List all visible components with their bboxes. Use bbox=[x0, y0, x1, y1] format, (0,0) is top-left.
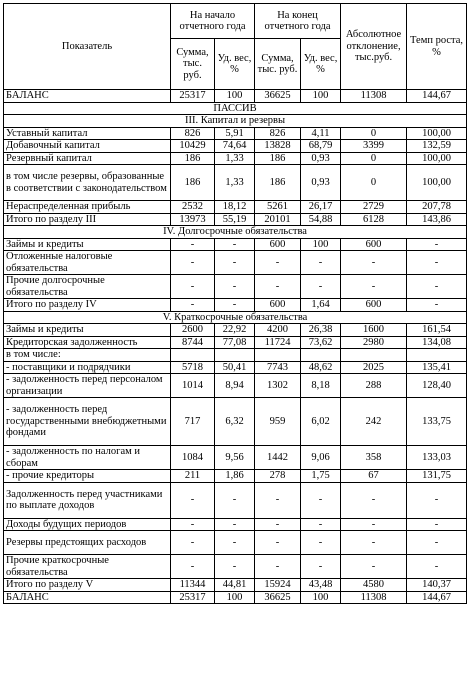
section-row bbox=[4, 226, 467, 239]
section-row bbox=[4, 102, 467, 115]
cell-sum-start: 5718 bbox=[171, 361, 215, 374]
table-row bbox=[4, 127, 467, 140]
cell-share-start: 77,08 bbox=[215, 336, 255, 349]
cell-share-end: 26,17 bbox=[301, 201, 341, 214]
cell-share-end: 0,93 bbox=[301, 152, 341, 165]
table-row bbox=[4, 165, 467, 201]
cell-sum-start: - bbox=[171, 555, 215, 579]
cell-abs-change: - bbox=[341, 482, 407, 518]
cell-share-end: 26,38 bbox=[301, 324, 341, 337]
cell-sum-end: 186 bbox=[255, 165, 301, 201]
section-row bbox=[4, 311, 467, 324]
cell-share-end: 43,48 bbox=[301, 579, 341, 592]
cell-sum-start: 2532 bbox=[171, 201, 215, 214]
cell-share-start: 74,64 bbox=[215, 140, 255, 153]
cell-abs-change: 600 bbox=[341, 238, 407, 251]
table-row bbox=[4, 482, 467, 518]
cell-growth-rate: - bbox=[407, 251, 467, 275]
cell-abs-change: - bbox=[341, 275, 407, 299]
cell-share-end bbox=[301, 349, 341, 362]
cell-sum-start: - bbox=[171, 518, 215, 531]
header-sum-start: Сумма, тыс. руб. bbox=[171, 39, 215, 90]
row-label: - задолженность перед персоналом организации bbox=[4, 374, 171, 398]
cell-sum-end: 186 bbox=[255, 152, 301, 165]
cell-sum-start: 13973 bbox=[171, 213, 215, 226]
cell-share-end: 8,18 bbox=[301, 374, 341, 398]
cell-share-start: 6,32 bbox=[215, 398, 255, 446]
cell-sum-end: 7743 bbox=[255, 361, 301, 374]
cell-growth-rate: 100,00 bbox=[407, 152, 467, 165]
cell-share-start: 9,56 bbox=[215, 446, 255, 470]
cell-share-end: 68,79 bbox=[301, 140, 341, 153]
cell-sum-start: - bbox=[171, 299, 215, 312]
cell-share-end: 4,11 bbox=[301, 127, 341, 140]
cell-sum-end: 1442 bbox=[255, 446, 301, 470]
table-row bbox=[4, 518, 467, 531]
header-indicator: Показатель bbox=[4, 4, 171, 90]
cell-sum-start: 25317 bbox=[171, 591, 215, 604]
cell-abs-change: 6128 bbox=[341, 213, 407, 226]
table-row bbox=[4, 201, 467, 214]
row-label: Кредиторская задолженность bbox=[4, 336, 171, 349]
cell-growth-rate: 133,75 bbox=[407, 398, 467, 446]
table-row bbox=[4, 275, 467, 299]
cell-share-end: 100 bbox=[301, 591, 341, 604]
section-title: III. Капитал и резервы bbox=[4, 115, 467, 128]
cell-share-end: 0,93 bbox=[301, 165, 341, 201]
cell-growth-rate: - bbox=[407, 482, 467, 518]
row-label: в том числе резервы, образованные в соответствии с законодательством bbox=[4, 165, 171, 201]
cell-abs-change: 2729 bbox=[341, 201, 407, 214]
cell-sum-end: 278 bbox=[255, 470, 301, 483]
table-row bbox=[4, 324, 467, 337]
section-row bbox=[4, 115, 467, 128]
cell-sum-end: - bbox=[255, 555, 301, 579]
row-label: Займы и кредиты bbox=[4, 324, 171, 337]
row-label: - задолженность перед государственными внебюджетными фондами bbox=[4, 398, 171, 446]
cell-sum-start: 826 bbox=[171, 127, 215, 140]
cell-share-end: - bbox=[301, 531, 341, 555]
row-label: Итого по разделу IV bbox=[4, 299, 171, 312]
cell-abs-change: 4580 bbox=[341, 579, 407, 592]
cell-growth-rate: 133,03 bbox=[407, 446, 467, 470]
cell-abs-change: - bbox=[341, 531, 407, 555]
table-row bbox=[4, 299, 467, 312]
table-row bbox=[4, 251, 467, 275]
cell-growth-rate: - bbox=[407, 238, 467, 251]
row-label: Прочие краткосрочные обязательства bbox=[4, 555, 171, 579]
cell-abs-change: 2980 bbox=[341, 336, 407, 349]
cell-growth-rate: 144,67 bbox=[407, 591, 467, 604]
cell-sum-start: 717 bbox=[171, 398, 215, 446]
row-label: - прочие кредиторы bbox=[4, 470, 171, 483]
row-label: Итого по разделу V bbox=[4, 579, 171, 592]
table-row bbox=[4, 336, 467, 349]
cell-abs-change: 0 bbox=[341, 152, 407, 165]
cell-sum-start: 1014 bbox=[171, 374, 215, 398]
header-share-start: Уд. вес, % bbox=[215, 39, 255, 90]
cell-abs-change: 242 bbox=[341, 398, 407, 446]
cell-growth-rate: 161,54 bbox=[407, 324, 467, 337]
cell-share-start: - bbox=[215, 518, 255, 531]
cell-share-start: - bbox=[215, 251, 255, 275]
cell-share-end: 9,06 bbox=[301, 446, 341, 470]
table-row bbox=[4, 555, 467, 579]
cell-abs-change: - bbox=[341, 555, 407, 579]
cell-sum-start: 11344 bbox=[171, 579, 215, 592]
row-label: - поставщики и подрядчики bbox=[4, 361, 171, 374]
cell-sum-end: - bbox=[255, 275, 301, 299]
cell-abs-change bbox=[341, 349, 407, 362]
cell-sum-end: 600 bbox=[255, 299, 301, 312]
cell-abs-change: - bbox=[341, 251, 407, 275]
table-row bbox=[4, 361, 467, 374]
cell-sum-end: 15924 bbox=[255, 579, 301, 592]
row-label: Уставный капитал bbox=[4, 127, 171, 140]
section-title: IV. Долгосрочные обязательства bbox=[4, 226, 467, 239]
cell-share-start: 50,41 bbox=[215, 361, 255, 374]
cell-growth-rate: - bbox=[407, 555, 467, 579]
table-row bbox=[4, 349, 467, 362]
row-label: БАЛАНС bbox=[4, 90, 171, 103]
cell-abs-change: 0 bbox=[341, 127, 407, 140]
table-row bbox=[4, 213, 467, 226]
cell-sum-end: 4200 bbox=[255, 324, 301, 337]
cell-growth-rate: - bbox=[407, 518, 467, 531]
cell-abs-change: 600 bbox=[341, 299, 407, 312]
cell-sum-start bbox=[171, 349, 215, 362]
cell-share-end: 100 bbox=[301, 90, 341, 103]
table-row bbox=[4, 152, 467, 165]
cell-sum-end: 959 bbox=[255, 398, 301, 446]
cell-share-start: - bbox=[215, 299, 255, 312]
cell-share-end: - bbox=[301, 275, 341, 299]
cell-share-start: 5,91 bbox=[215, 127, 255, 140]
table-row bbox=[4, 238, 467, 251]
cell-sum-end bbox=[255, 349, 301, 362]
cell-abs-change: 2025 bbox=[341, 361, 407, 374]
section-title: V. Краткосрочные обязательства bbox=[4, 311, 467, 324]
table-row bbox=[4, 531, 467, 555]
row-label: - задолженность по налогам и сборам bbox=[4, 446, 171, 470]
header-sum-end: Сумма, тыс. руб. bbox=[255, 39, 301, 90]
cell-growth-rate: 207,78 bbox=[407, 201, 467, 214]
cell-sum-end: 11724 bbox=[255, 336, 301, 349]
row-label: Нераспределенная прибыль bbox=[4, 201, 171, 214]
cell-sum-start: - bbox=[171, 238, 215, 251]
cell-abs-change: 11308 bbox=[341, 90, 407, 103]
cell-sum-end: 600 bbox=[255, 238, 301, 251]
cell-sum-end: 36625 bbox=[255, 90, 301, 103]
cell-share-end: - bbox=[301, 518, 341, 531]
cell-share-end: 73,62 bbox=[301, 336, 341, 349]
header-share-end: Уд. вес, % bbox=[301, 39, 341, 90]
cell-share-start: 1,86 bbox=[215, 470, 255, 483]
cell-growth-rate: - bbox=[407, 275, 467, 299]
cell-abs-change: 11308 bbox=[341, 591, 407, 604]
table-row bbox=[4, 374, 467, 398]
row-label: Итого по разделу III bbox=[4, 213, 171, 226]
header-period-end: На конец отчетного года bbox=[255, 4, 341, 39]
cell-share-end: 100 bbox=[301, 238, 341, 251]
cell-sum-start: 211 bbox=[171, 470, 215, 483]
row-label: Отложенные налоговые обязательства bbox=[4, 251, 171, 275]
cell-share-end: 48,62 bbox=[301, 361, 341, 374]
cell-growth-rate: 134,08 bbox=[407, 336, 467, 349]
row-label: Прочие долгосрочные обязательства bbox=[4, 275, 171, 299]
row-label: Займы и кредиты bbox=[4, 238, 171, 251]
row-label: Резервный капитал bbox=[4, 152, 171, 165]
table-row bbox=[4, 140, 467, 153]
cell-growth-rate: 144,67 bbox=[407, 90, 467, 103]
header-period-start: На начало отчетного года bbox=[171, 4, 255, 39]
cell-share-end: 6,02 bbox=[301, 398, 341, 446]
cell-share-start: - bbox=[215, 531, 255, 555]
cell-growth-rate: 143,86 bbox=[407, 213, 467, 226]
table-row bbox=[4, 446, 467, 470]
cell-sum-start: - bbox=[171, 531, 215, 555]
cell-abs-change: 0 bbox=[341, 165, 407, 201]
cell-abs-change: 358 bbox=[341, 446, 407, 470]
cell-sum-end: - bbox=[255, 518, 301, 531]
cell-growth-rate: - bbox=[407, 531, 467, 555]
cell-sum-end: - bbox=[255, 251, 301, 275]
cell-abs-change: 1600 bbox=[341, 324, 407, 337]
cell-share-start: - bbox=[215, 482, 255, 518]
cell-share-end: - bbox=[301, 555, 341, 579]
cell-sum-end: 20101 bbox=[255, 213, 301, 226]
row-label: Добавочный капитал bbox=[4, 140, 171, 153]
cell-share-start bbox=[215, 349, 255, 362]
cell-abs-change: 3399 bbox=[341, 140, 407, 153]
table-row bbox=[4, 398, 467, 446]
row-label: Резервы предстоящих расходов bbox=[4, 531, 171, 555]
cell-sum-start: 25317 bbox=[171, 90, 215, 103]
cell-share-start: 44,81 bbox=[215, 579, 255, 592]
cell-share-start: 100 bbox=[215, 90, 255, 103]
header-abs-change: Абсолютное отклонение, тыс.руб. bbox=[341, 4, 407, 90]
cell-abs-change: - bbox=[341, 518, 407, 531]
cell-growth-rate: 132,59 bbox=[407, 140, 467, 153]
cell-share-start: - bbox=[215, 238, 255, 251]
cell-growth-rate: 135,41 bbox=[407, 361, 467, 374]
cell-share-start: 18,12 bbox=[215, 201, 255, 214]
cell-sum-start: 8744 bbox=[171, 336, 215, 349]
cell-abs-change: 67 bbox=[341, 470, 407, 483]
cell-share-start: - bbox=[215, 275, 255, 299]
cell-share-start: 1,33 bbox=[215, 165, 255, 201]
cell-sum-start: 10429 bbox=[171, 140, 215, 153]
cell-share-start: 8,94 bbox=[215, 374, 255, 398]
table-row bbox=[4, 579, 467, 592]
cell-sum-start: - bbox=[171, 275, 215, 299]
cell-share-end: 54,88 bbox=[301, 213, 341, 226]
cell-sum-start: - bbox=[171, 251, 215, 275]
cell-growth-rate: - bbox=[407, 299, 467, 312]
cell-growth-rate bbox=[407, 349, 467, 362]
header-growth-rate: Темп роста, % bbox=[407, 4, 467, 90]
cell-abs-change: 288 bbox=[341, 374, 407, 398]
cell-growth-rate: 140,37 bbox=[407, 579, 467, 592]
balance-table bbox=[3, 3, 467, 604]
cell-sum-end: 1302 bbox=[255, 374, 301, 398]
cell-growth-rate: 128,40 bbox=[407, 374, 467, 398]
cell-share-start: 100 bbox=[215, 591, 255, 604]
table-body bbox=[4, 90, 467, 604]
cell-sum-start: 2600 bbox=[171, 324, 215, 337]
cell-growth-rate: 100,00 bbox=[407, 127, 467, 140]
cell-sum-end: - bbox=[255, 482, 301, 518]
cell-sum-start: 186 bbox=[171, 152, 215, 165]
cell-growth-rate: 100,00 bbox=[407, 165, 467, 201]
cell-share-end: 1,64 bbox=[301, 299, 341, 312]
cell-sum-end: 5261 bbox=[255, 201, 301, 214]
section-title: ПАССИВ bbox=[4, 102, 467, 115]
row-label: Задолженность перед участниками по выплате доходов bbox=[4, 482, 171, 518]
cell-sum-end: 826 bbox=[255, 127, 301, 140]
cell-sum-start: - bbox=[171, 482, 215, 518]
row-label: Доходы будущих периодов bbox=[4, 518, 171, 531]
cell-share-start: 22,92 bbox=[215, 324, 255, 337]
cell-sum-end: 13828 bbox=[255, 140, 301, 153]
cell-sum-start: 186 bbox=[171, 165, 215, 201]
cell-share-start: - bbox=[215, 555, 255, 579]
table-row bbox=[4, 591, 467, 604]
cell-share-end: - bbox=[301, 482, 341, 518]
cell-share-start: 55,19 bbox=[215, 213, 255, 226]
table-row bbox=[4, 470, 467, 483]
row-label: в том числе: bbox=[4, 349, 171, 362]
cell-sum-start: 1084 bbox=[171, 446, 215, 470]
cell-growth-rate: 131,75 bbox=[407, 470, 467, 483]
row-label: БАЛАНС bbox=[4, 591, 171, 604]
cell-share-start: 1,33 bbox=[215, 152, 255, 165]
cell-share-end: - bbox=[301, 251, 341, 275]
table-row bbox=[4, 90, 467, 103]
cell-share-end: 1,75 bbox=[301, 470, 341, 483]
cell-sum-end: - bbox=[255, 531, 301, 555]
cell-sum-end: 36625 bbox=[255, 591, 301, 604]
